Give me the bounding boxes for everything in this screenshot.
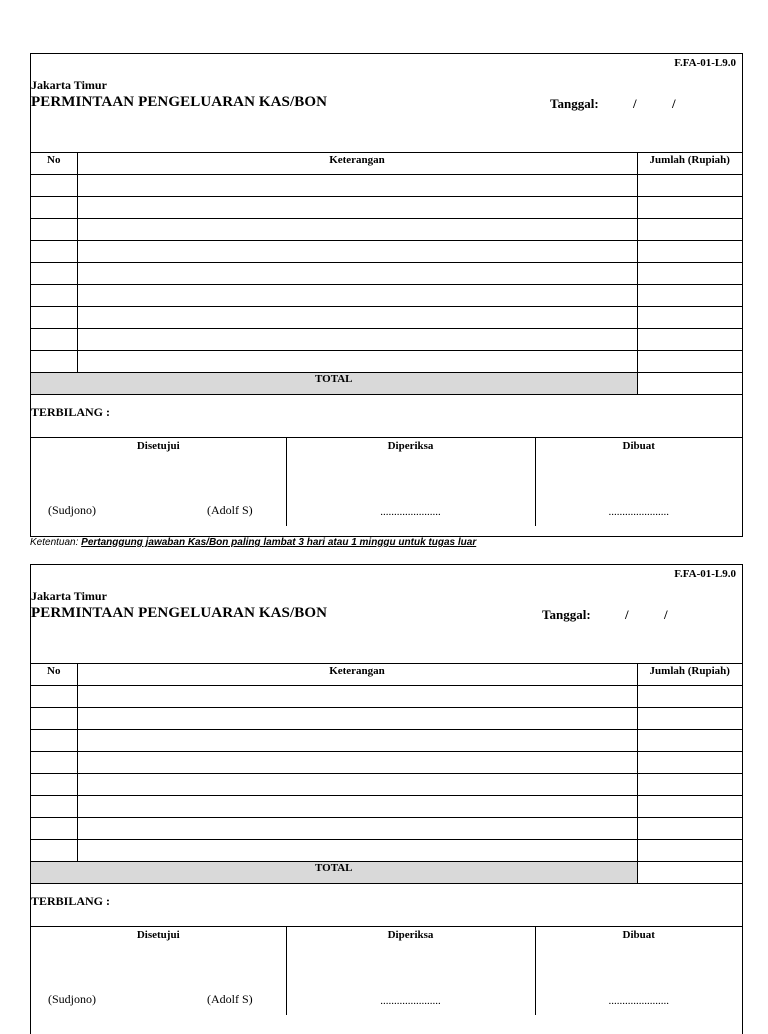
header-jumlah: Jumlah (Rupiah)	[637, 153, 742, 175]
approver-name-2: (Adolf S)	[207, 992, 253, 1006]
row-no-field[interactable]	[31, 197, 77, 219]
row-no-field[interactable]	[31, 730, 77, 752]
table-row	[31, 197, 742, 219]
policy-note	[30, 537, 476, 548]
row-no-field[interactable]	[31, 241, 77, 263]
row-keterangan-field[interactable]	[77, 241, 637, 263]
row-keterangan-field[interactable]	[77, 263, 637, 285]
row-jumlah-field[interactable]	[637, 730, 742, 752]
row-keterangan-field[interactable]	[77, 197, 637, 219]
made-box[interactable]	[535, 438, 742, 526]
made-box[interactable]	[535, 927, 742, 1015]
row-no-field[interactable]	[31, 752, 77, 774]
row-jumlah-field[interactable]	[637, 774, 742, 796]
row-no-field[interactable]	[31, 219, 77, 241]
cash-request-form-1	[30, 53, 743, 537]
checked-signature-line: ......................	[380, 995, 441, 1007]
location: Jakarta Timur	[31, 589, 107, 603]
approver-name-1: (Sudjono)	[48, 503, 96, 517]
row-keterangan-field[interactable]	[77, 307, 637, 329]
row-jumlah-field[interactable]	[637, 351, 742, 373]
table-row	[31, 752, 742, 774]
checked-label: Diperiksa	[387, 440, 434, 452]
approver-name-2: (Adolf S)	[207, 503, 253, 517]
table-row	[31, 686, 742, 708]
approved-box[interactable]	[31, 927, 286, 1015]
row-no-field[interactable]	[31, 175, 77, 197]
date-label: Tanggal:	[550, 96, 599, 111]
terbilang-field[interactable]	[31, 395, 742, 438]
date-separator: /	[664, 607, 668, 622]
form-code: F.FA-01-L9.0	[674, 57, 736, 69]
header-no: No	[31, 664, 77, 686]
terbilang-label: TERBILANG :	[31, 894, 111, 908]
total-label: TOTAL	[31, 373, 637, 395]
items-table	[31, 152, 742, 395]
made-label: Dibuat	[622, 929, 655, 941]
table-row	[31, 329, 742, 351]
approved-label: Disetujui	[136, 929, 180, 941]
row-no-field[interactable]	[31, 263, 77, 285]
header-no: No	[31, 153, 77, 175]
date-label: Tanggal:	[542, 607, 591, 622]
table-row	[31, 840, 742, 862]
row-keterangan-field[interactable]	[77, 818, 637, 840]
note-label: Ketentuan:	[30, 537, 79, 548]
row-no-field[interactable]	[31, 307, 77, 329]
row-no-field[interactable]	[31, 840, 77, 862]
row-keterangan-field[interactable]	[77, 686, 637, 708]
row-jumlah-field[interactable]	[637, 752, 742, 774]
date-separator: /	[672, 96, 676, 111]
checked-label: Diperiksa	[387, 929, 434, 941]
row-jumlah-field[interactable]	[637, 263, 742, 285]
row-no-field[interactable]	[31, 285, 77, 307]
header-jumlah: Jumlah (Rupiah)	[637, 664, 742, 686]
row-no-field[interactable]	[31, 818, 77, 840]
table-row	[31, 219, 742, 241]
row-no-field[interactable]	[31, 686, 77, 708]
row-keterangan-field[interactable]	[77, 730, 637, 752]
checked-box[interactable]	[286, 927, 535, 1015]
table-row	[31, 263, 742, 285]
table-row	[31, 818, 742, 840]
made-signature-line: ......................	[608, 995, 669, 1007]
form-header	[31, 565, 742, 663]
row-jumlah-field[interactable]	[637, 285, 742, 307]
row-jumlah-field[interactable]	[637, 241, 742, 263]
row-jumlah-field[interactable]	[637, 329, 742, 351]
row-keterangan-field[interactable]	[77, 796, 637, 818]
row-keterangan-field[interactable]	[77, 329, 637, 351]
checked-box[interactable]	[286, 438, 535, 526]
date-separator: /	[633, 96, 637, 111]
row-keterangan-field[interactable]	[77, 774, 637, 796]
row-jumlah-field[interactable]	[637, 796, 742, 818]
row-no-field[interactable]	[31, 774, 77, 796]
row-jumlah-field[interactable]	[637, 708, 742, 730]
items-table	[31, 663, 742, 884]
row-jumlah-field[interactable]	[637, 219, 742, 241]
items-body	[31, 175, 742, 373]
total-amount-field[interactable]	[637, 373, 742, 395]
table-row	[31, 708, 742, 730]
made-signature-line: ......................	[608, 506, 669, 518]
location: Jakarta Timur	[31, 78, 107, 92]
header-keterangan: Keterangan	[77, 153, 637, 175]
table-row	[31, 307, 742, 329]
total-amount-field[interactable]	[637, 862, 742, 884]
row-keterangan-field[interactable]	[77, 708, 637, 730]
row-keterangan-field[interactable]	[77, 752, 637, 774]
form-title: PERMINTAAN PENGELUARAN KAS/BON	[31, 94, 328, 110]
table-row	[31, 351, 742, 373]
table-row	[31, 730, 742, 752]
made-label: Dibuat	[622, 440, 655, 452]
row-no-field[interactable]	[31, 708, 77, 730]
row-keterangan-field[interactable]	[77, 840, 637, 862]
cash-request-form-2	[30, 564, 743, 1034]
items-body	[31, 686, 742, 862]
signature-block	[31, 927, 742, 1015]
row-keterangan-field[interactable]	[77, 351, 637, 373]
row-jumlah-field[interactable]	[637, 175, 742, 197]
terbilang-field[interactable]	[31, 884, 742, 927]
header-keterangan: Keterangan	[77, 664, 637, 686]
checked-signature-line: ......................	[380, 506, 441, 518]
row-no-field[interactable]	[31, 329, 77, 351]
row-jumlah-field[interactable]	[637, 840, 742, 862]
row-jumlah-field[interactable]	[637, 197, 742, 219]
row-no-field[interactable]	[31, 351, 77, 373]
approved-label: Disetujui	[136, 440, 180, 452]
approved-box[interactable]	[31, 438, 286, 526]
total-label: TOTAL	[31, 862, 637, 884]
row-jumlah-field[interactable]	[637, 307, 742, 329]
table-row	[31, 175, 742, 197]
date-separator: /	[625, 607, 629, 622]
row-keterangan-field[interactable]	[77, 219, 637, 241]
approver-name-1: (Sudjono)	[48, 992, 96, 1006]
terbilang-label: TERBILANG :	[31, 405, 111, 419]
row-keterangan-field[interactable]	[77, 175, 637, 197]
form-header	[31, 54, 742, 152]
row-keterangan-field[interactable]	[77, 285, 637, 307]
table-row	[31, 241, 742, 263]
table-row	[31, 774, 742, 796]
row-jumlah-field[interactable]	[637, 686, 742, 708]
row-jumlah-field[interactable]	[637, 818, 742, 840]
note-text: Pertanggung jawaban Kas/Bon paling lambat 3 hari atau 1 minggu untuk tugas luar	[81, 537, 477, 548]
signature-block	[31, 438, 742, 526]
table-row	[31, 285, 742, 307]
form-code: F.FA-01-L9.0	[674, 568, 736, 580]
row-no-field[interactable]	[31, 796, 77, 818]
table-row	[31, 796, 742, 818]
form-title: PERMINTAAN PENGELUARAN KAS/BON	[31, 605, 328, 621]
